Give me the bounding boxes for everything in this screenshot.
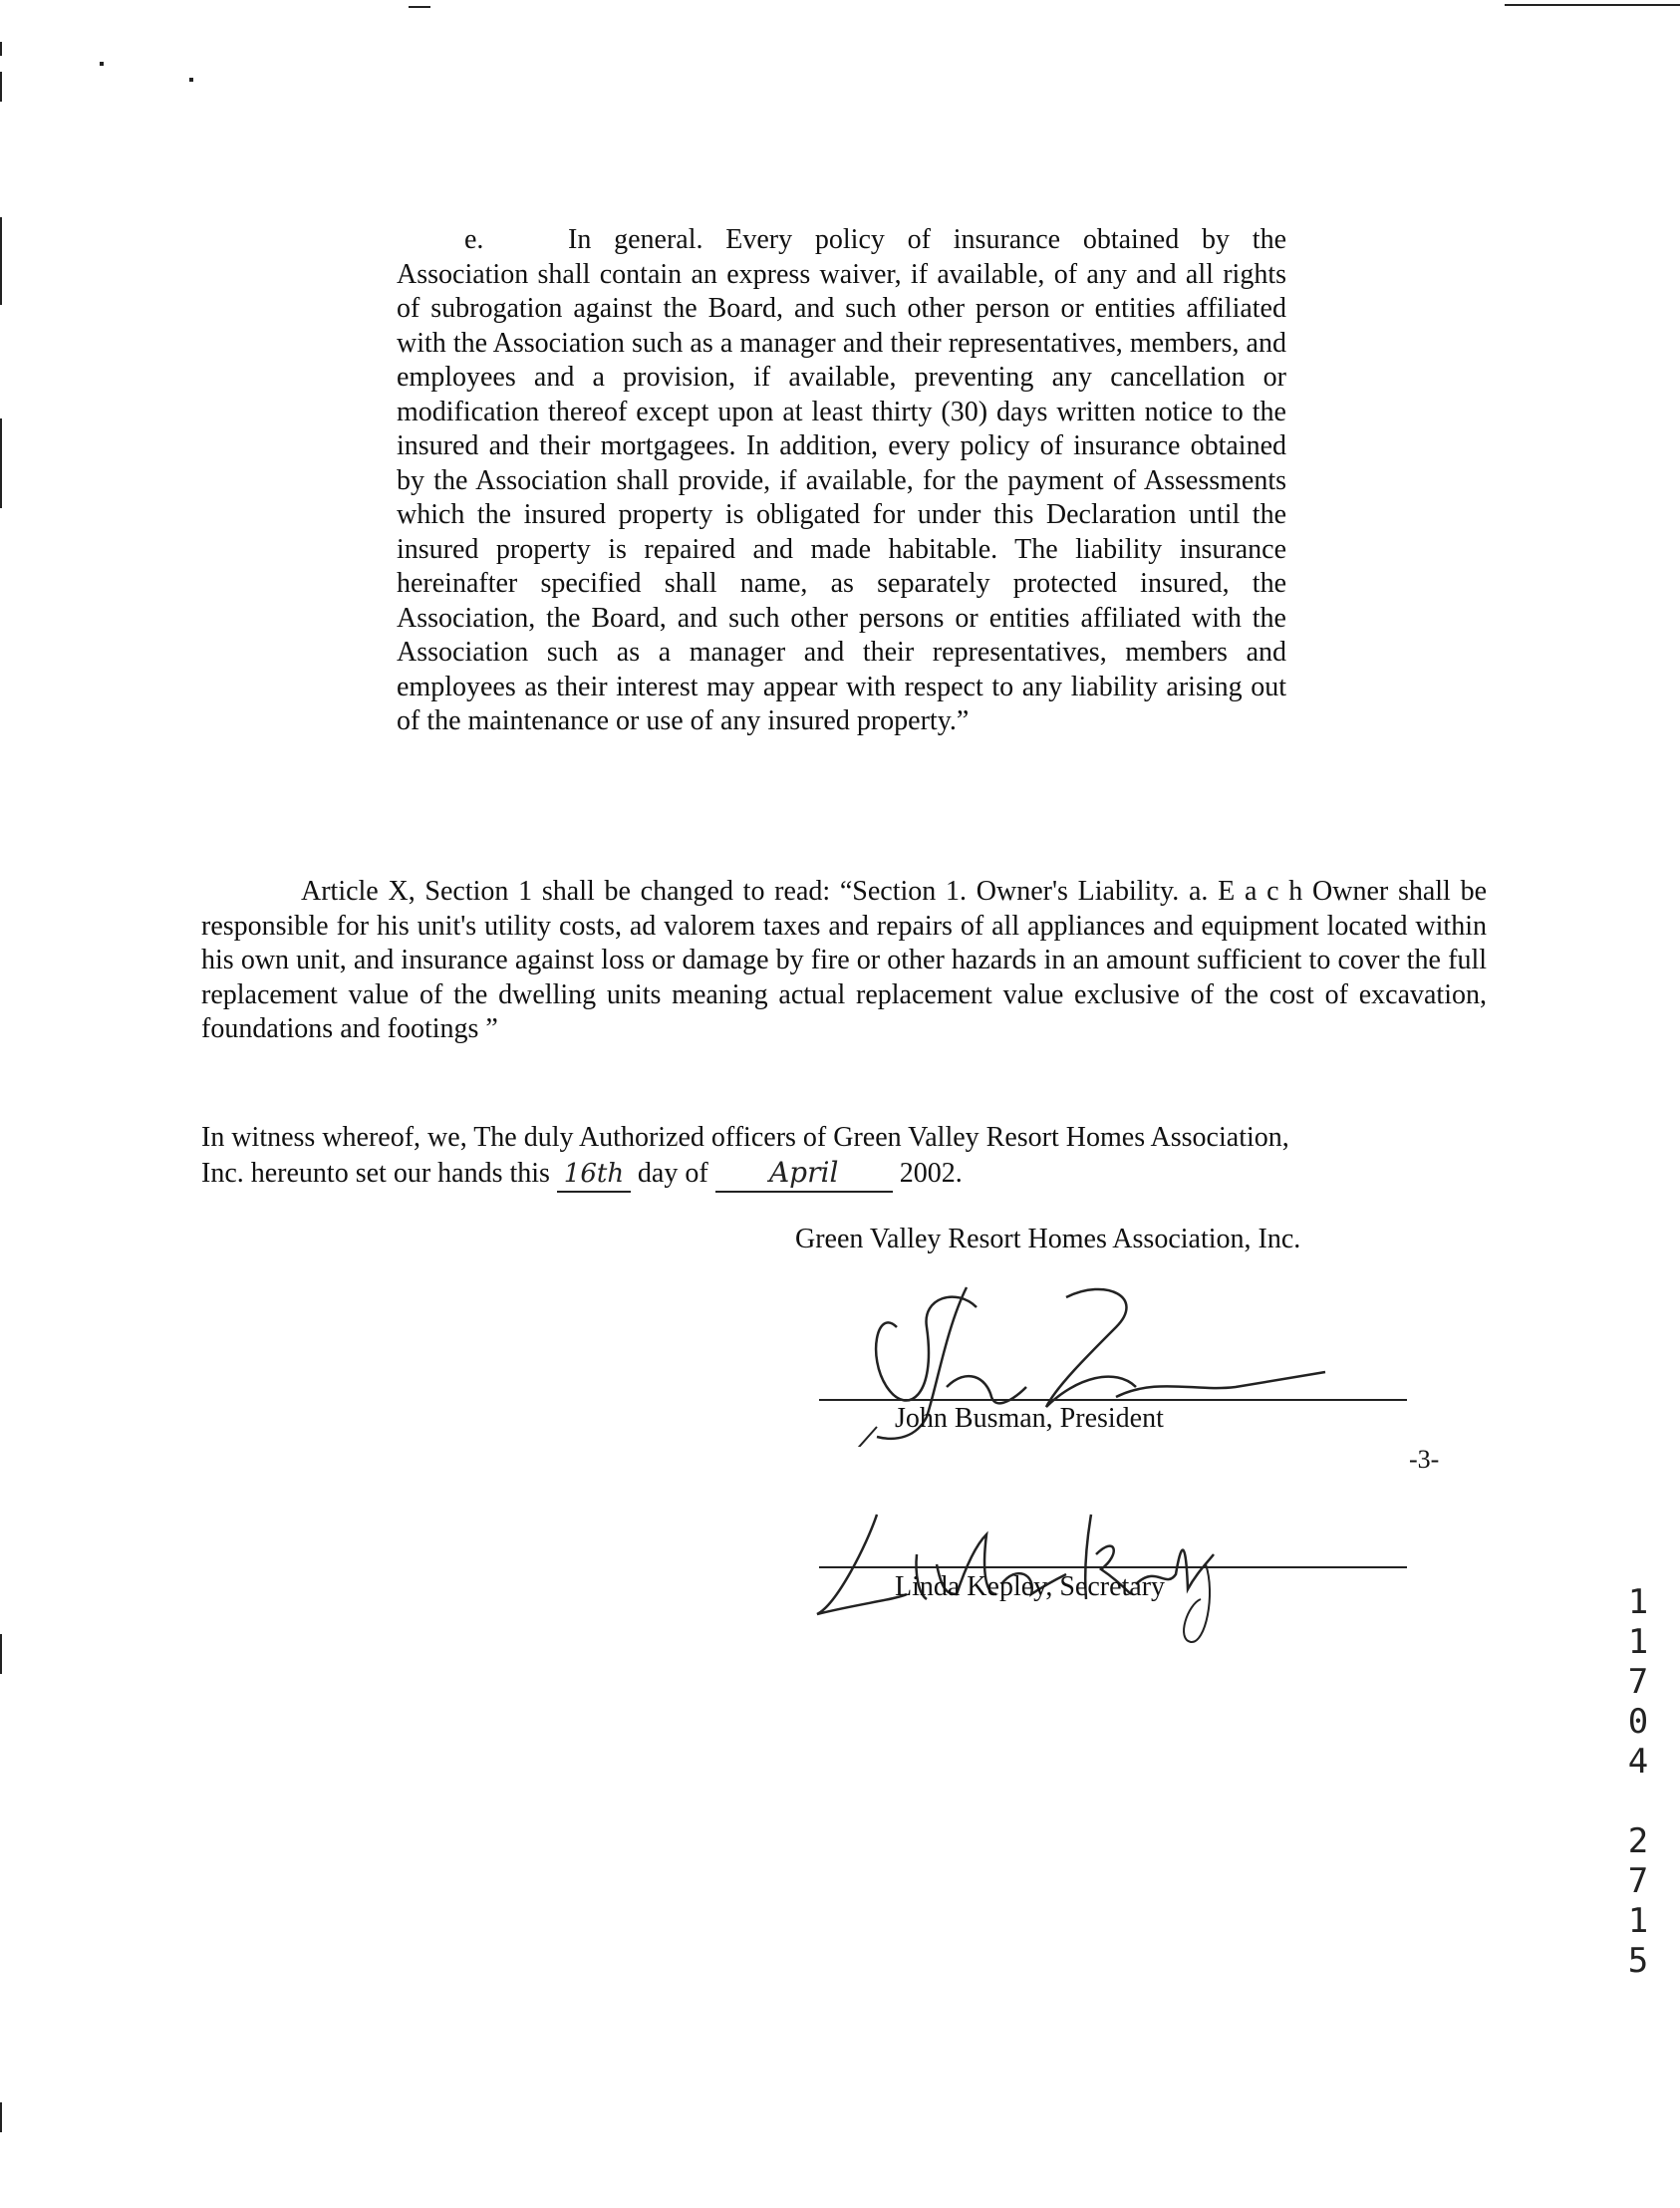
- witness-line-1: In witness whereof, we, The duly Authorized officers of Green Valley Resort Homes Association,: [201, 1122, 1289, 1153]
- linda-kepley-signature: [797, 1495, 1216, 1644]
- day-handwritten: 16th: [563, 1158, 625, 1189]
- insurance-clause: [397, 223, 1286, 739]
- recording-stamp: 1 1 7 0 4 2 7 1 5: [1627, 1582, 1649, 1981]
- organization-name: Green Valley Resort Homes Association, Inc.: [795, 1224, 1301, 1254]
- clause-text: In general. Every policy of insurance obtained by the Association shall contain an express waiver, if available, of any and all rights of subrogation against the Board, and such other person or entities affiliated with the Association such as a manager and their representatives, members, and employees and a provision, if available, preventing any cancellation or modification thereof except upon at least thirty (30) days written notice to the insured and their mortgagees. In addition, every policy of insurance obtained by the Association shall provide, if available, for the payment of Assessments which the insured property is obligated for under this Declaration until the insured property is repaired and made habitable. The liability insurance hereinafter specified shall name, as separately protected insured, the Association, the Board, and such other persons or entities affiliated with the Association such as a manager and their representatives, members and employees as their interest may appear with respect to any liability arising out of the maintenance or use of any insured property.”: [397, 224, 1286, 736]
- signer-1-name: John Busman, President: [895, 1403, 1164, 1434]
- scan-mark: [0, 418, 2, 508]
- signer-2-name: Linda Kepley, Secretary: [895, 1571, 1166, 1602]
- scan-mark: [189, 78, 193, 82]
- day-blank: [557, 1157, 631, 1194]
- witness-mid: day of: [637, 1157, 708, 1189]
- scan-mark: [0, 2102, 2, 2132]
- scan-mark: [0, 42, 2, 56]
- scan-mark: [0, 1634, 2, 1674]
- clause-label: e.: [464, 224, 484, 255]
- scan-mark: [100, 62, 104, 66]
- witness-line-2: [201, 1156, 1487, 1194]
- month-blank: [715, 1156, 893, 1194]
- scan-mark: [0, 72, 2, 102]
- scan-mark: [0, 217, 2, 305]
- witness-paragraph: [201, 1121, 1487, 1193]
- witness-prefix: Inc. hereunto set our hands this: [201, 1157, 550, 1189]
- scan-mark: [1505, 4, 1680, 6]
- article-change-paragraph: Article X, Section 1 shall be changed to read: “Section 1. Owner's Liability. a. E a c h Owner shall be responsible for his unit's utility costs, ad valorem taxes and repairs of all appliances and equipment located within his own unit, and insurance against loss or damage by fire or other hazards in an amount sufficient to cover the full replacement value of the dwelling units meaning actual replacement value exclusive of the cost of excavation, foundations and footings ”: [201, 876, 1487, 1044]
- signature-line-2: [819, 1566, 1407, 1568]
- scan-mark: [409, 6, 430, 8]
- witness-year: 2002.: [899, 1157, 963, 1189]
- month-handwritten: April: [768, 1155, 839, 1189]
- page-number: -3-: [1409, 1445, 1440, 1474]
- signature-line-1: [819, 1399, 1407, 1401]
